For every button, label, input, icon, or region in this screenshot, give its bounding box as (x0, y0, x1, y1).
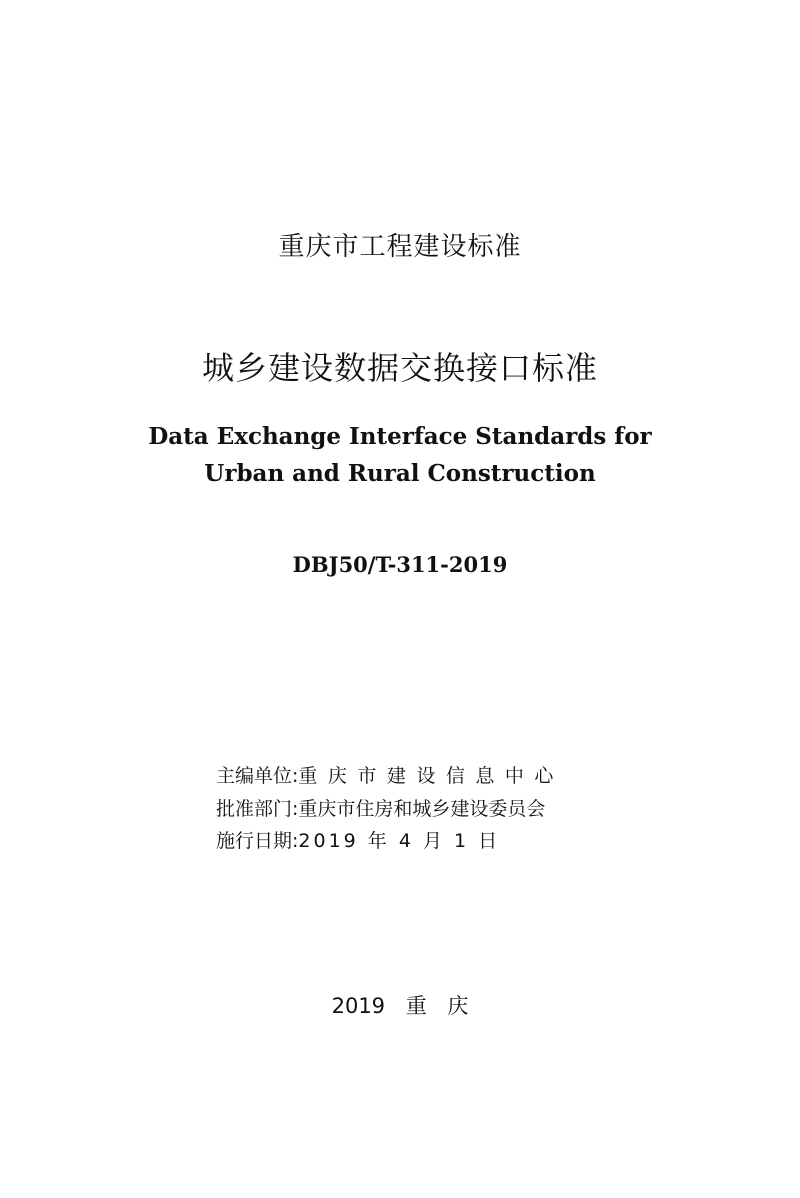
editor-label: 主编单位: (216, 765, 299, 787)
standard-code: DBJ50/T-311-2019 (292, 552, 508, 577)
publication-info (216, 760, 596, 858)
effective-date-label: 施行日期: (216, 830, 299, 852)
approver-row (216, 793, 596, 826)
effective-date-value: 2019 年 4 月 1 日 (298, 830, 501, 852)
title-en-line-1: Data Exchange Interface Standards for (148, 423, 652, 450)
editor-value: 重庆市建设信息中心 (298, 765, 564, 787)
editor-row (216, 760, 596, 793)
imprint: 2019 重 庆 (331, 994, 469, 1018)
title-en-line-2: Urban and Rural Construction (204, 460, 596, 487)
document-title-en (0, 418, 800, 492)
document-title-cn: 城乡建设数据交换接口标准 (201, 349, 598, 387)
approver-value: 重庆市住房和城乡建设委员会 (298, 797, 546, 820)
approver-label: 批准部门: (216, 797, 299, 820)
series-title: 重庆市工程建设标准 (278, 232, 522, 262)
effective-date-row (216, 825, 596, 858)
